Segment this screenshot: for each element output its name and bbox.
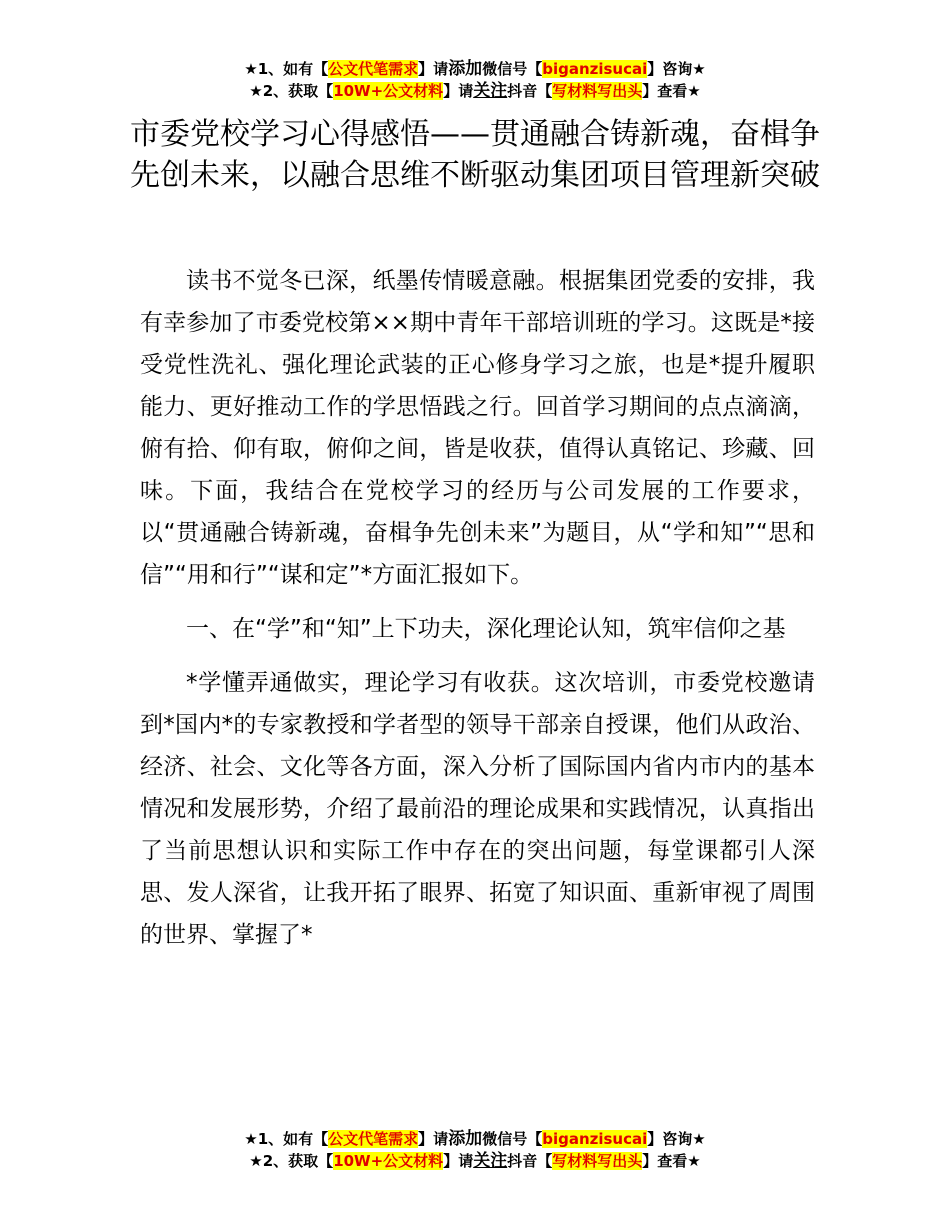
- banner-highlight: biganzisucai: [542, 60, 648, 78]
- banner-text: 】查看★: [642, 82, 701, 100]
- document-title: 市委党校学习心得感悟——贯通融合铸新魂，奋楫争先创未来，以融合思维不断驱动集团项目管理新突破: [130, 117, 820, 193]
- banner-highlight: 10W+公文材料: [333, 82, 444, 100]
- banner-text: 抖音【: [507, 82, 553, 100]
- banner-text: 】请: [418, 1130, 449, 1148]
- banner-emphasis: 添加: [448, 59, 483, 79]
- banner-line-2: [0, 80, 950, 102]
- header-banner: [0, 58, 950, 102]
- banner-highlight: 写材料写出头: [552, 82, 643, 100]
- banner-text: ★1、如有【: [244, 60, 329, 78]
- intro-paragraph: 读书不觉冬已深，纸墨传情暖意融。根据集团党委的安排，我有幸参加了市委党校第××期中青年干部培训班的学习。这既是*接受党性洗礼、强化理论武装的正心修身学习之旅，也是*提升履职能力、更好推动工作的学思悟践之行。回首学习期间的点点滴滴，俯有拾、仰有取，俯仰之间，皆是收获，值得认真铭记、珍藏、回味。下面，我结合在党校学习的经历与公司发展的工作要求，以“贯通融合铸新魂，奋楫争先创未来”为题目，从“学和知”“思和信”“用和行”“谋和定”*方面汇报如下。: [140, 268, 815, 588]
- footer-banner: [0, 1128, 950, 1172]
- banner-text: 微信号【: [482, 1130, 543, 1148]
- banner-highlight: 写材料写出头: [552, 1152, 643, 1170]
- banner-text: ★2、获取【: [249, 82, 334, 100]
- banner-highlight: 公文代笔需求: [328, 1130, 419, 1148]
- banner-emphasis: 关注: [473, 1151, 508, 1171]
- banner-emphasis: 关注: [473, 81, 508, 101]
- banner-text: 】请: [418, 60, 449, 78]
- banner-text: 】咨询★: [647, 1130, 706, 1148]
- banner-text: ★2、获取【: [249, 1152, 334, 1170]
- banner-text: 】请: [443, 82, 474, 100]
- banner-line-1: [0, 58, 950, 80]
- banner-text: 】查看★: [642, 1152, 701, 1170]
- document-body: [140, 260, 815, 968]
- banner-line-1: [0, 1128, 950, 1150]
- banner-highlight: 公文代笔需求: [328, 60, 419, 78]
- banner-highlight: biganzisucai: [542, 1130, 648, 1148]
- banner-emphasis: 添加: [448, 1129, 483, 1149]
- banner-text: 微信号【: [482, 60, 543, 78]
- section-heading: 一、在“学”和“知”上下功夫，深化理论认知，筑牢信仰之基: [186, 616, 786, 642]
- banner-text: 】请: [443, 1152, 474, 1170]
- body-paragraph: *学懂弄通做实，理论学习有收获。这次培训，市委党校邀请到*国内*的专家教授和学者型的领导干部亲自授课，他们从政治、经济、社会、文化等各方面，深入分析了国际国内省内市内的基本情况和发展形势，介绍了最前沿的理论成果和实践情况，认真指出了当前思想认识和实际工作中存在的突出问题，每堂课都引人深思、发人深省，让我开拓了眼界、拓宽了知识面、重新审视了周围的世界、掌握了*: [140, 670, 815, 948]
- banner-text: 抖音【: [507, 1152, 553, 1170]
- banner-text: 】咨询★: [647, 60, 706, 78]
- banner-line-2: [0, 1150, 950, 1172]
- banner-text: ★1、如有【: [244, 1130, 329, 1148]
- banner-highlight: 10W+公文材料: [333, 1152, 444, 1170]
